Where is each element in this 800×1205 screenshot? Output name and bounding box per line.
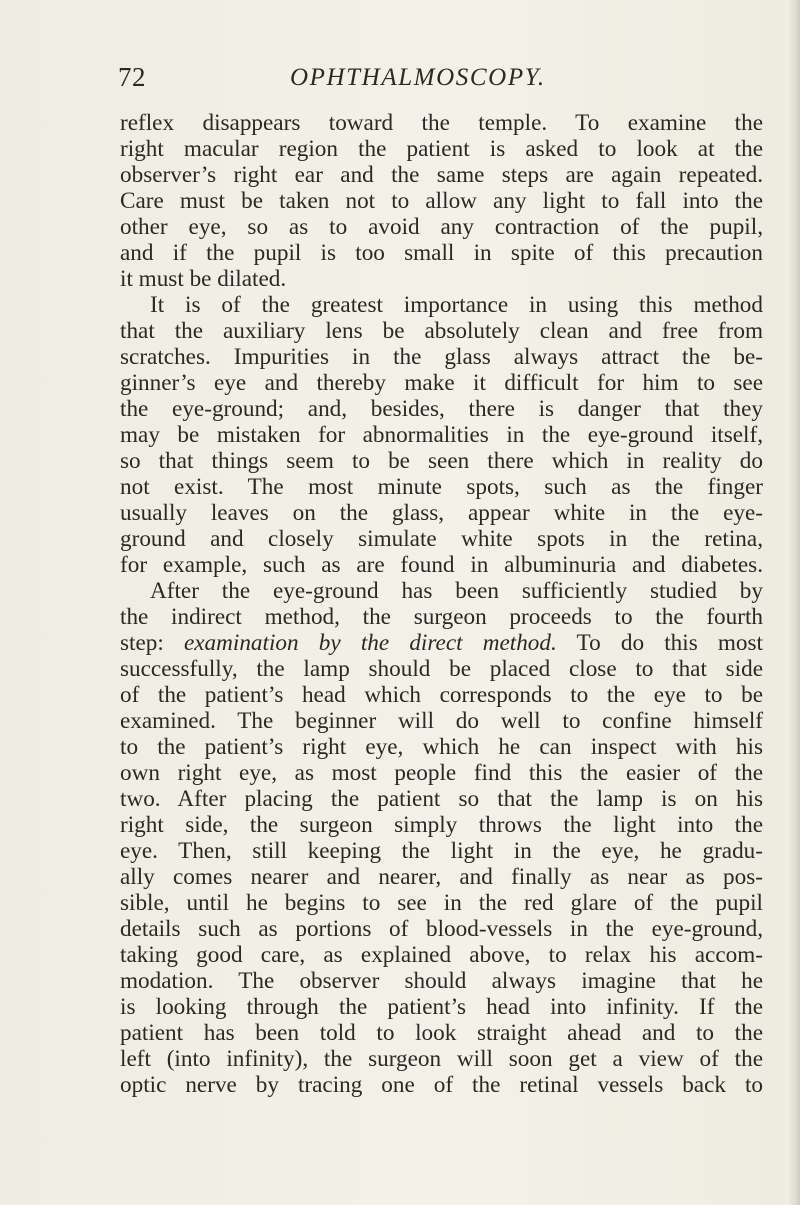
text-line: sible, until he begins to see in the red glare of the pupil [120, 890, 763, 916]
text-line: optic nerve by tracing one of the retinal vessels back to [120, 1072, 763, 1098]
text-line-mixed [120, 630, 763, 656]
page-edge [786, 0, 800, 1205]
text-line: it must be dilated. [120, 266, 287, 292]
text-line: other eye, so as to avoid any contraction of the pupil, [120, 214, 763, 240]
text-line: the eye-ground; and, besides, there is danger that they [120, 396, 763, 422]
text-line: details such as portions of blood-vessels in the eye-ground, [120, 916, 763, 942]
text-line: ground and closely simulate white spots in the retina, [120, 526, 763, 552]
page-header [118, 62, 758, 102]
text-line: of the patient’s head which corresponds to the eye to be [120, 682, 763, 708]
text-line: left (into infinity), the surgeon will soon get a view of the [120, 1046, 763, 1072]
body-text [120, 110, 763, 1098]
text-line: ally comes nearer and nearer, and finally as near as pos- [120, 864, 763, 890]
text-line: for example, such as are found in albuminuria and diabetes. [120, 552, 763, 578]
text-line: modation. The observer should always imagine that he [120, 968, 763, 994]
text-line: and if the pupil is too small in spite of this precaution [120, 240, 763, 266]
text-line: two. After placing the patient so that the lamp is on his [120, 786, 763, 812]
text-line: own right eye, as most people find this the easier of the [120, 760, 763, 786]
text-segment: To do this most [556, 630, 763, 656]
text-line: examined. The beginner will do well to confine himself [120, 708, 763, 734]
text-line: that the auxiliary lens be absolutely clean and free from [120, 318, 763, 344]
text-line: the indirect method, the surgeon proceeds to the fourth [120, 604, 763, 630]
text-line: taking good care, as explained above, to relax his accom- [120, 942, 763, 968]
text-line: observer’s right ear and the same steps are again repeated. [120, 162, 763, 188]
text-line: reflex disappears toward the temple. To examine the [120, 110, 763, 136]
text-line: After the eye-ground has been sufficiently studied by [150, 578, 763, 604]
text-line: usually leaves on the glass, appear white in the eye- [120, 500, 763, 526]
text-line: is looking through the patient’s head into infinity. If the [120, 994, 763, 1020]
text-line: It is of the greatest importance in using this method [150, 292, 763, 318]
text-line: eye. Then, still keeping the light in the eye, he gradu- [120, 838, 763, 864]
text-line: so that things seem to be seen there which in reality do [120, 448, 763, 474]
text-line: right side, the surgeon simply throws the light into the [120, 812, 763, 838]
italic-phrase: examination by the direct method. [183, 630, 557, 656]
text-line: to the patient’s right eye, which he can inspect with his [120, 734, 763, 760]
text-line: scratches. Impurities in the glass always attract the be- [120, 344, 763, 370]
page-number: 72 [118, 62, 146, 92]
text-line: may be mistaken for abnormalities in the eye-ground itself, [120, 422, 763, 448]
text-line: not exist. The most minute spots, such as the finger [120, 474, 763, 500]
running-title: OPHTHALMOSCOPY. [290, 64, 546, 91]
text-line: ginner’s eye and thereby make it difficult for him to see [120, 370, 763, 396]
text-line: Care must be taken not to allow any light to fall into the [120, 188, 763, 214]
text-segment: step: [120, 630, 184, 656]
text-line: right macular region the patient is asked to look at the [120, 136, 763, 162]
text-line: successfully, the lamp should be placed close to that side [120, 656, 763, 682]
text-line: patient has been told to look straight ahead and to the [120, 1020, 763, 1046]
